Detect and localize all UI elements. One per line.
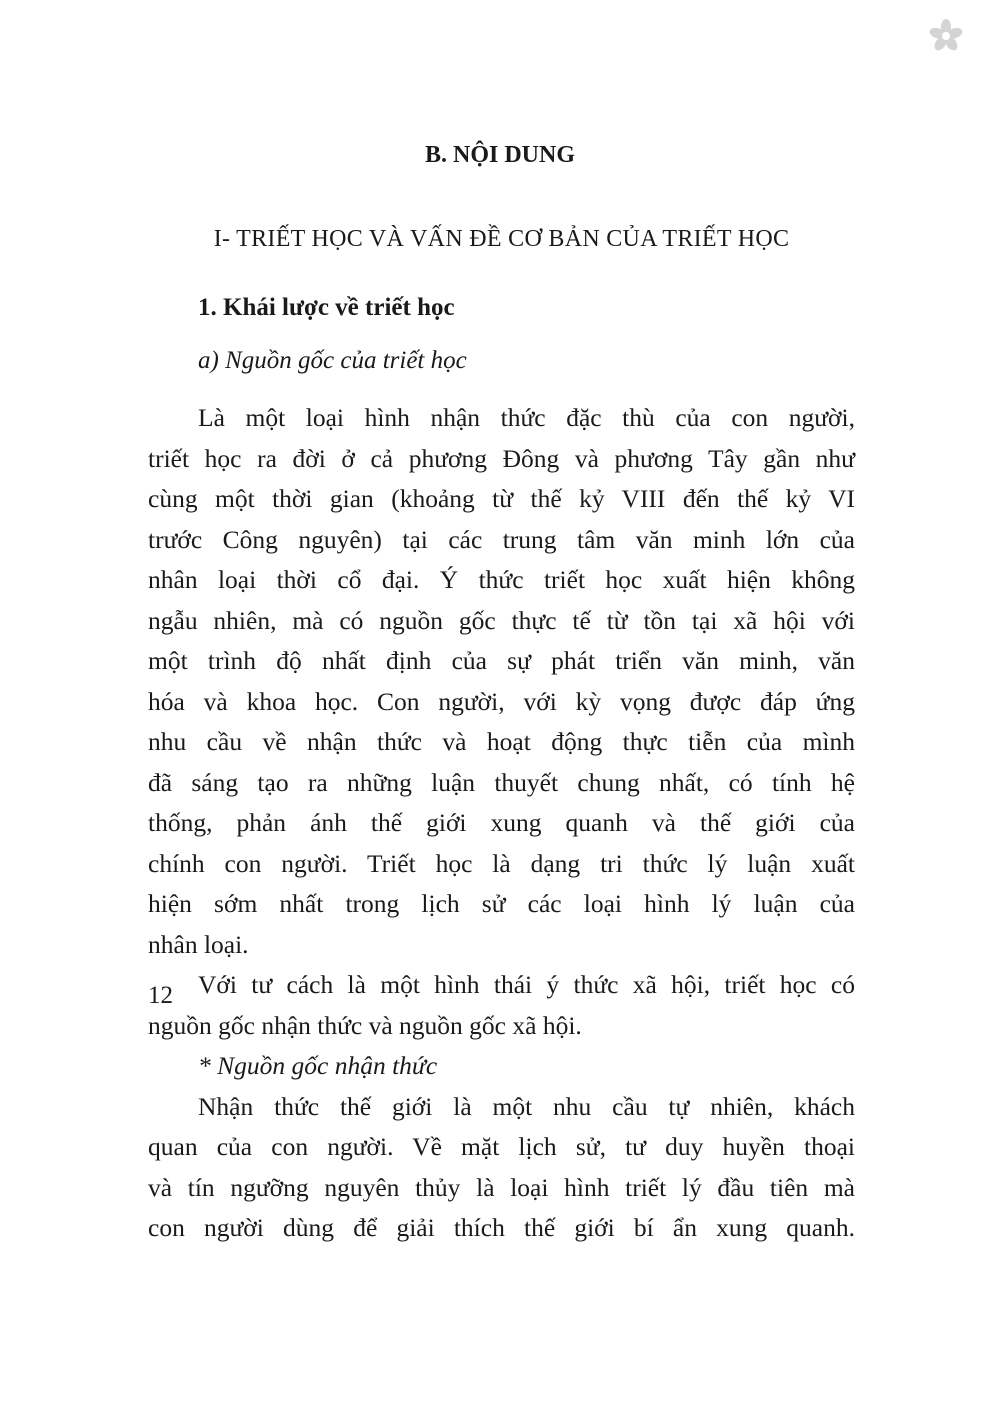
text-line: quan của con người. Về mặt lịch sử, tư duy huyền thoại: [148, 1132, 855, 1161]
text-line: hóa và khoa học. Con người, với kỳ vọng được đáp ứng: [148, 686, 855, 716]
text-line: con người dùng để giải thích thế giới bí ẩn xung quanh.: [148, 1213, 855, 1242]
paragraph: [148, 1046, 855, 1087]
paragraph: [148, 398, 855, 965]
subsection-title: 1. Khái lược về triết học: [198, 294, 455, 321]
text-line: và tín ngưỡng nguyên thủy là loại hình triết lý đầu tiên mà: [148, 1172, 855, 1202]
text-line: cùng một thời gian (khoảng từ thế kỷ VIII đến thế kỷ VI: [148, 484, 855, 513]
paragraph: [148, 965, 855, 1046]
text-line: thống, phản ánh thế giới xung quanh và thế giới của: [148, 808, 855, 837]
text-line: Nhận thức thế giới là một nhu cầu tự nhiên, khách: [198, 1091, 855, 1121]
text-line: chính con người. Triết học là dạng tri thức lý luận xuất: [148, 848, 855, 878]
text-line: một trình độ nhất định của sự phát triển văn minh, văn: [148, 646, 855, 675]
chapter-title: I- TRIẾT HỌC VÀ VẤN ĐỀ CƠ BẢN CỦA TRIẾT HỌC: [213, 226, 790, 252]
body-text: [148, 398, 855, 1249]
text-line: triết học ra đời ở cả phương Đông và phương Tây gần như: [148, 443, 855, 473]
text-line: nhân loại thời cổ đại. Ý thức triết học xuất hiện không: [148, 565, 855, 594]
text-line: hiện sớm nhất trong lịch sử các loại hình lý luận của: [148, 889, 855, 918]
text-line: nhu cầu về nhận thức và hoạt động thực tiễn của mình: [148, 727, 855, 756]
page-number: 12: [148, 982, 173, 1009]
text-line: Là một loại hình nhận thức đặc thù của con người,: [198, 403, 855, 432]
paragraph: [148, 1087, 855, 1249]
text-line: đã sáng tạo ra những luận thuyết chung nhất, có tính hệ: [148, 767, 855, 797]
text-line: Với tư cách là một hình thái ý thức xã hội, triết học có: [198, 970, 855, 999]
section-title: B. NỘI DUNG: [424, 142, 575, 168]
flower-watermark-icon: [928, 18, 964, 54]
text-line: * Nguồn gốc nhận thức: [198, 1051, 438, 1080]
text-line: nhân loại.: [148, 929, 249, 959]
text-line: ngẫu nhiên, mà có nguồn gốc thực tế từ tồn tại xã hội với: [148, 605, 855, 635]
text-line: trước Công nguyên) tại các trung tâm văn minh lớn của: [148, 524, 855, 554]
subsubsection-title: a) Nguồn gốc của triết học: [198, 347, 467, 374]
text-line: nguồn gốc nhận thức và nguồn gốc xã hội.: [148, 1010, 582, 1040]
